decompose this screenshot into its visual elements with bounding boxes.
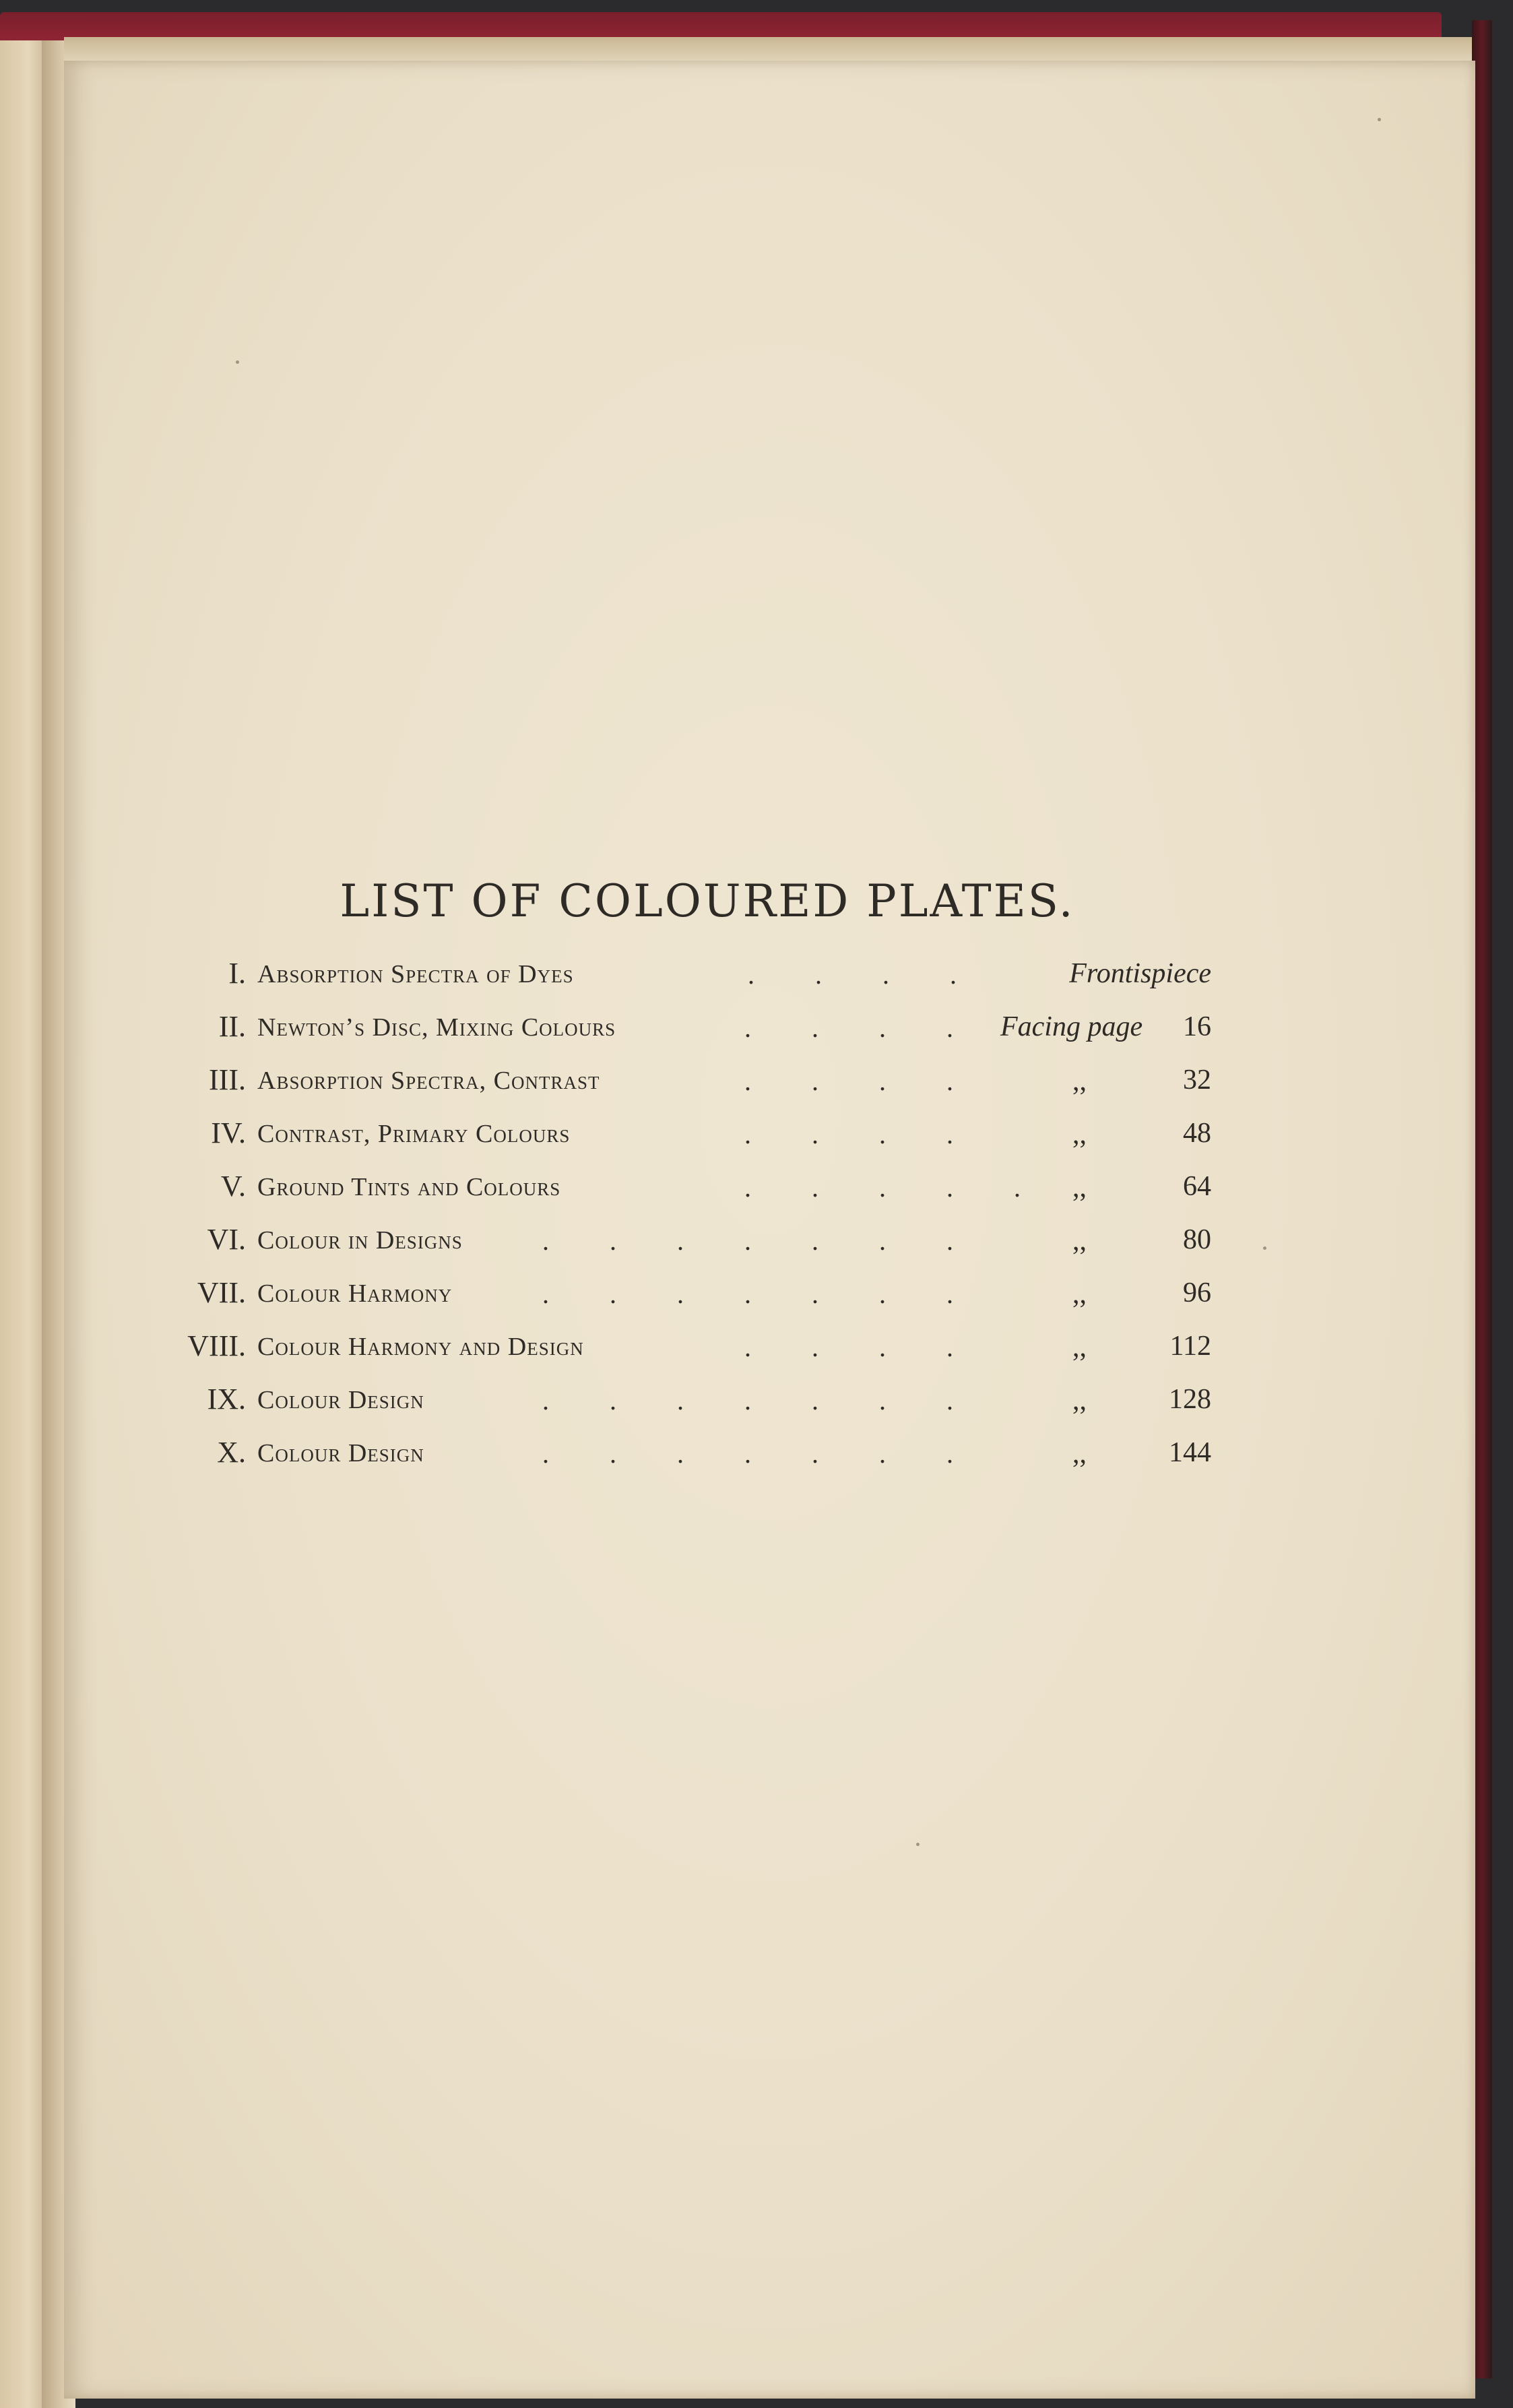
plate-title: Colour Design: [257, 1386, 424, 1414]
dot-leader: . . . .: [744, 1332, 953, 1362]
plate-entry: [135, 1273, 1226, 1326]
dot-leader: . . . . . . .: [542, 1226, 953, 1256]
plate-title: Contrast, Primary Colours: [257, 1120, 571, 1148]
plate-entry: [135, 1379, 1226, 1432]
plate-number: X.: [217, 1436, 246, 1469]
plate-title: Absorption Spectra, Contrast: [257, 1067, 600, 1095]
ditto-mark: ,,: [1072, 1119, 1087, 1150]
page-number: 96: [1183, 1277, 1211, 1308]
page-number: 80: [1183, 1224, 1211, 1255]
plate-entry: [135, 1007, 1226, 1060]
plates-list: [135, 953, 1226, 1486]
plate-title: Newton’s Disc, Mixing Colours: [257, 1013, 616, 1042]
paper-speck: [916, 1843, 920, 1846]
plate-entry: [135, 953, 1226, 1007]
plate-number: V.: [220, 1170, 246, 1203]
dot-leader: . . . . . . .: [542, 1438, 953, 1469]
paper-speck: [1378, 118, 1381, 121]
plate-number: VIII.: [187, 1329, 246, 1362]
ditto-mark: ,,: [1072, 1279, 1087, 1310]
ditto-mark: ,,: [1072, 1066, 1087, 1097]
page-number: 32: [1183, 1065, 1211, 1096]
page-number: 144: [1169, 1437, 1211, 1468]
plate-number: II.: [218, 1010, 246, 1043]
ditto-mark: ,,: [1072, 1385, 1087, 1416]
plate-number: IX.: [207, 1383, 246, 1416]
plate-entry: [135, 1166, 1226, 1219]
page-number: 64: [1183, 1171, 1211, 1202]
plate-title: Ground Tints and Colours: [257, 1173, 561, 1201]
ditto-mark: ,,: [1072, 1438, 1087, 1469]
paper-speck: [236, 360, 239, 364]
plate-title: Colour Harmony and Design: [257, 1333, 584, 1361]
dot-leader: . . . .: [744, 1013, 953, 1043]
page-top-edge: [64, 37, 1472, 64]
dot-leader: . . . .: [744, 1119, 953, 1149]
page-number: 112: [1169, 1331, 1211, 1362]
plate-title: Colour in Designs: [257, 1226, 463, 1255]
dot-leader: . . . . . . .: [542, 1385, 953, 1416]
plate-entry: [135, 1432, 1226, 1486]
plate-entry: [135, 1113, 1226, 1166]
plate-number: VII.: [197, 1276, 246, 1309]
dot-leader: . . . .: [748, 959, 957, 990]
page-title: LIST OF COLOURED PLATES.: [340, 875, 1075, 928]
page-number: 128: [1169, 1384, 1211, 1415]
plate-entry: [135, 1326, 1226, 1379]
dot-leader: . . . . . . .: [542, 1279, 953, 1309]
plate-number: I.: [228, 957, 246, 990]
plate-title: Colour Harmony: [257, 1279, 453, 1308]
plate-number: VI.: [207, 1223, 246, 1256]
plate-entry: [135, 1219, 1226, 1273]
plate-number: III.: [209, 1063, 246, 1096]
ditto-mark: ,,: [1072, 1332, 1087, 1363]
paper-speck: [1263, 1246, 1266, 1250]
ditto-mark: ,,: [1072, 1226, 1087, 1257]
plate-number: IV.: [211, 1116, 246, 1149]
dot-leader: . . . .: [744, 1066, 953, 1096]
plate-title: Colour Design: [257, 1439, 424, 1467]
ditto-mark: ,,: [1072, 1172, 1087, 1203]
page-number: 16: [1183, 1011, 1211, 1042]
facing-page-edge: [0, 40, 47, 2408]
plate-location: Frontispiece: [1069, 958, 1211, 989]
plate-entry: [135, 1060, 1226, 1113]
dot-leader: . . . . .: [744, 1172, 1021, 1203]
plate-title: Absorption Spectra of Dyes: [257, 960, 574, 988]
page-number: 48: [1183, 1118, 1211, 1149]
facing-page-label: Facing page: [1000, 1011, 1143, 1042]
